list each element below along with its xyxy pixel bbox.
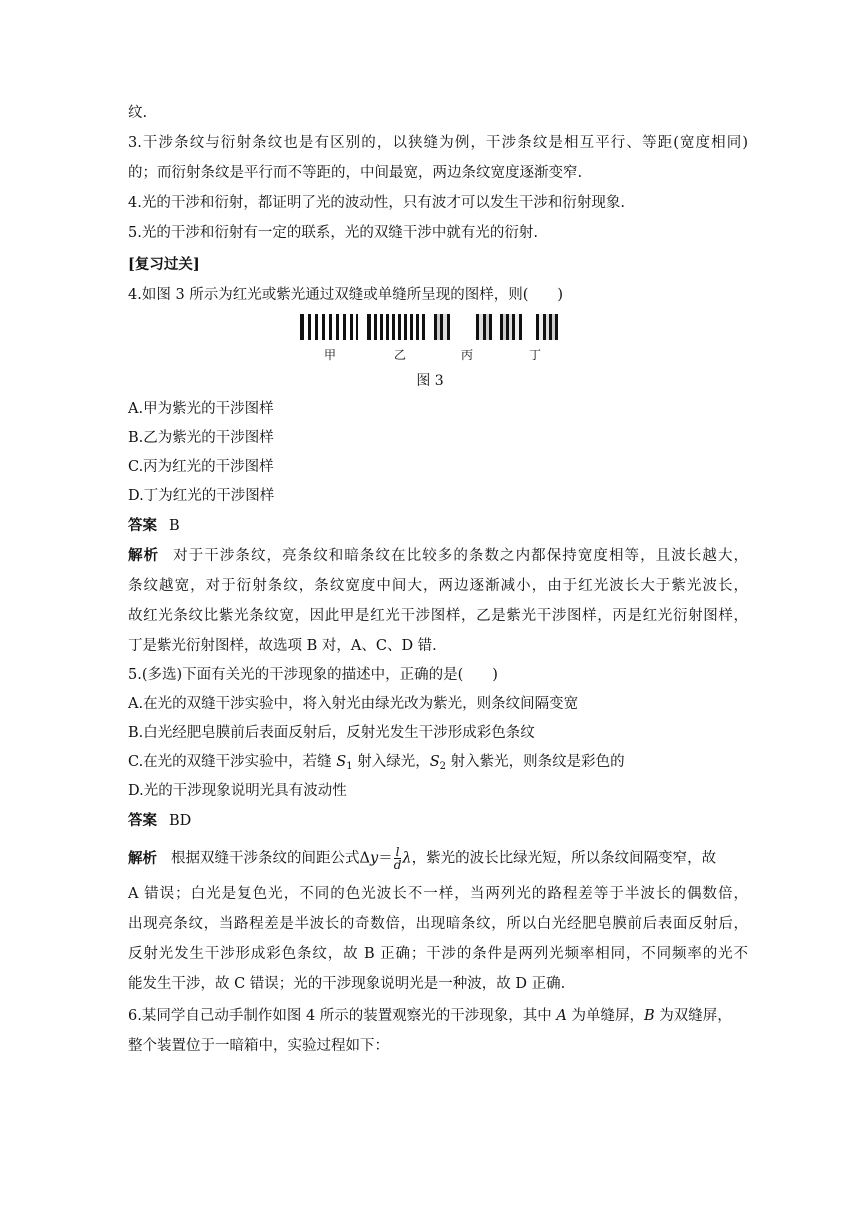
question-4-stem: 4.如图 3 所示为红光或紫光通过双缝或单缝所呈现的图样，则( ) <box>128 287 564 303</box>
answer-row <box>128 811 748 831</box>
analysis-line: 解析 根据双缝干涉条纹的间距公式Δy＝ $\frac{l}{d}$ λ，紫光的波长比绿光短，所以条纹间隔变窄，故 <box>128 845 717 872</box>
fringe-pattern-ding <box>500 314 558 340</box>
option-c: C.在光的双缝干涉实验中，若缝 $S_1$ 射入绿光，$S_2$ 射入紫光，则条纹是彩色的 <box>128 754 625 772</box>
text-line: 4.光的干涉和衍射，都证明了光的波动性，只有波才可以发生干涉和衍射现象. <box>128 195 625 211</box>
analysis-line: 故红光条纹比紫光条纹宽，因此甲是红光干涉图样，乙是紫光干涉图样，丙是红光衍射图样， <box>128 608 748 624</box>
figure-caption: 图 3 <box>416 373 444 389</box>
option-a: A.在光的双缝干涉实验中，将入射光由绿光改为紫光，则条纹间隔变宽 <box>128 696 579 712</box>
answer-row <box>128 516 748 536</box>
fringe-pattern-bing <box>434 314 492 340</box>
answer-value: B <box>169 518 180 534</box>
figure-label: 丁 <box>528 348 541 362</box>
text-line: 纹. <box>128 105 148 121</box>
analysis-line: 反射光发生干涉形成彩色条纹，故 B 正确；干涉的条件是两列光频率相同，不同频率的光不 <box>128 946 748 962</box>
fraction-l-over-d: $\frac{l}{d}$ <box>393 845 402 872</box>
option-b: B.白光经肥皂膜前后表面反射后，反射光发生干涉形成彩色条纹 <box>128 725 535 741</box>
option-c: C.丙为红光的干涉图样 <box>128 459 274 475</box>
analysis-line: 解析 对于干涉条纹，亮条纹和暗条纹在比较多的条数之内都保持宽度相等，且波长越大， <box>128 547 749 564</box>
figure-label: 甲 <box>323 348 336 362</box>
question-6-stem: 6.某同学自己动手制作如图 4 所示的装置观察光的干涉现象，其中 A 为单缝屏，B 为双缝屏， <box>128 1008 732 1024</box>
section-title: [复习过关] <box>128 256 200 273</box>
fringe-pattern-yi <box>367 314 425 340</box>
option-d: D.光的干涉现象说明光具有波动性 <box>128 783 347 799</box>
question-6-line-2: 整个装置位于一暗箱中，实验过程如下： <box>128 1038 389 1054</box>
figure-label: 丙 <box>460 348 473 362</box>
option-d: D.丁为红光的干涉图样 <box>128 488 275 504</box>
option-b: B.乙为紫光的干涉图样 <box>128 430 274 446</box>
answer-label: 答案 <box>128 812 157 829</box>
question-5-stem: 5.(多选)下面有关光的干涉现象的描述中，正确的是( ) <box>128 667 498 683</box>
analysis-line: 出现亮条纹，当路程差是半波长的奇数倍，出现暗条纹，所以白光经肥皂膜前后表面反射后， <box>128 916 748 932</box>
answer-value: BD <box>169 813 192 829</box>
text-line: 3.干涉条纹与衍射条纹也是有区别的，以狭缝为例，干涉条纹是相互平行、等距(宽度相同) <box>128 135 748 151</box>
fringe-pattern-jia <box>300 314 358 340</box>
analysis-line: A 错误；白光是复色光，不同的色光波长不一样，当两列光的路程差等于半波长的偶数倍， <box>128 886 748 902</box>
analysis-label: 解析 <box>128 849 157 867</box>
text-line: 5.光的干涉和衍射有一定的联系，光的双缝干涉中就有光的衍射. <box>128 225 538 241</box>
analysis-line: 丁是紫光衍射图样，故选项 B 对，A、C、D 错. <box>128 638 437 654</box>
analysis-line: 条纹越宽，对于衍射条纹，条纹宽度中间大，两边逐渐减小，由于红光波长大于紫光波长， <box>128 578 748 594</box>
answer-label: 答案 <box>128 517 157 534</box>
analysis-line: 能发生干涉，故 C 错误；光的干涉现象说明光是一种波，故 D 正确. <box>128 976 566 992</box>
text-line: 的；而衍射条纹是平行而不等距的，中间最宽，两边条纹宽度逐渐变窄. <box>128 165 583 181</box>
figure-label: 乙 <box>393 348 406 362</box>
analysis-label: 解析 <box>128 547 160 564</box>
option-a: A.甲为紫光的干涉图样 <box>128 401 274 417</box>
fringe-figure <box>300 314 560 342</box>
